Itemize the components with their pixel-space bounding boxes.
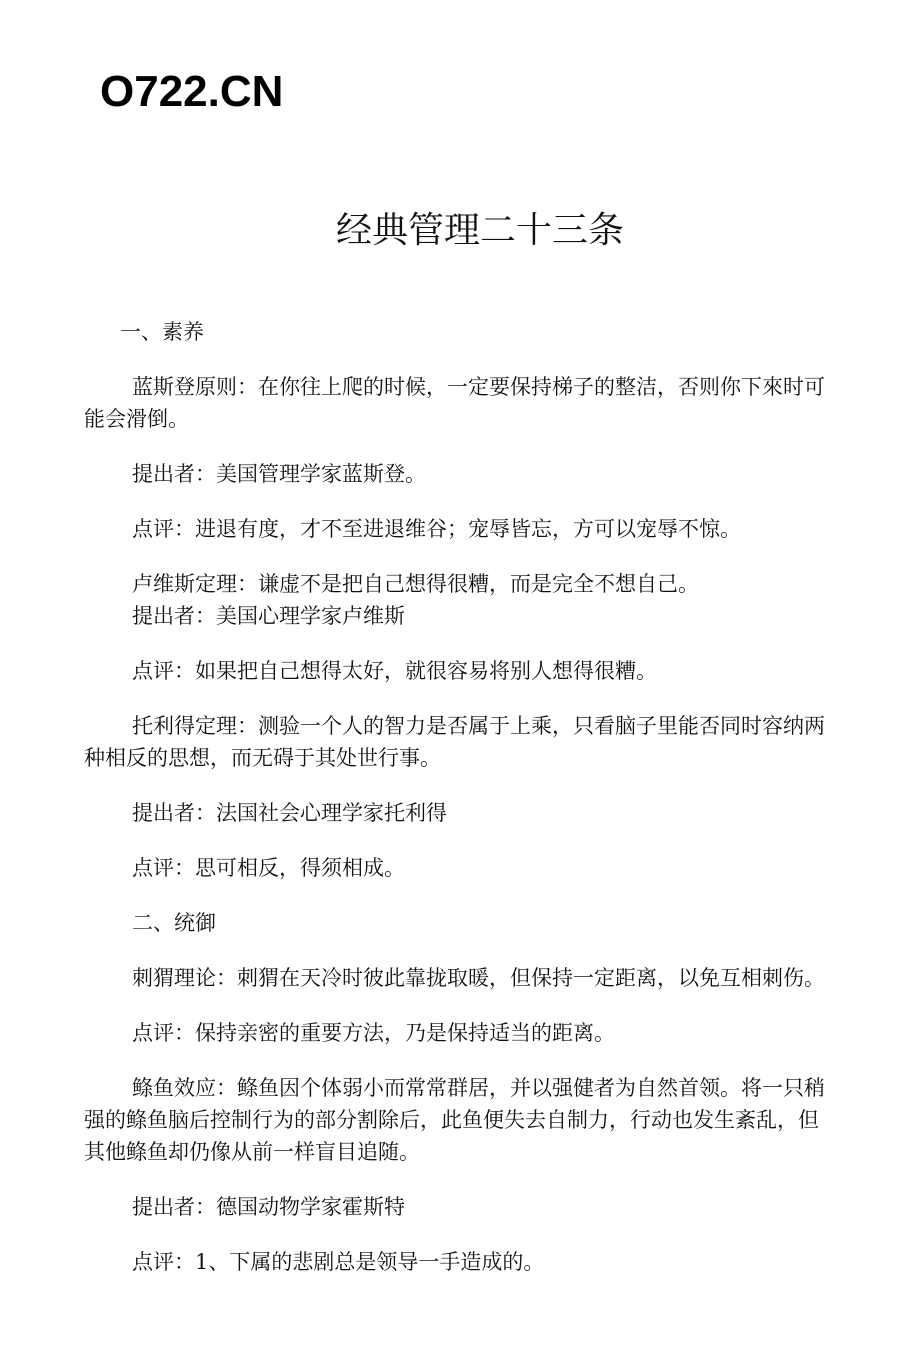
paragraph: 鲦鱼效应：鲦鱼因个体弱小而常常群居，并以强健者为自然首领。将一只稍强的鲦鱼脑后控制行为的部分割除后，此鱼便失去自制力，行动也发生紊乱，但其他鲦鱼却仍像从前一样盲目追随。	[84, 1076, 825, 1164]
paragraph: 提出者：德国动物学家霍斯特	[132, 1195, 405, 1219]
paragraph: 点评：如果把自己想得太好，就很容易将别人想得很糟。	[132, 659, 657, 683]
paragraph: 点评：保持亲密的重要方法，乃是保持适当的距离。	[132, 1021, 615, 1045]
site-logo: O722.CN	[100, 67, 284, 116]
paragraph: 点评：思可相反，得须相成。	[132, 856, 405, 880]
section-heading: 二、统御	[132, 911, 216, 935]
paragraph: 托利得定理：测验一个人的智力是否属于上乘，只看脑子里能否同时容纳两种相反的思想，而无碍于其处世行事。	[84, 714, 825, 770]
paragraph: 提出者：美国心理学家卢维斯	[132, 604, 405, 628]
paragraph: 卢维斯定理：谦虚不是把自己想得很糟，而是完全不想自己。	[132, 572, 699, 596]
paragraph: 点评：1、下属的悲剧总是领导一手造成的。	[132, 1250, 545, 1274]
document-title: 经典管理二十三条	[335, 210, 624, 251]
paragraph: 点评：进退有度，才不至进退维谷；宠辱皆忘，方可以宠辱不惊。	[132, 517, 741, 541]
paragraph: 刺猬理论：刺猬在天冷时彼此靠拢取暖，但保持一定距离，以免互相刺伤。	[132, 966, 825, 990]
paragraph: 蓝斯登原则：在你往上爬的时候，一定要保持梯子的整洁，否则你下來时可能会滑倒。	[84, 375, 825, 431]
document-body	[84, 316, 830, 1301]
paragraph: 提出者：法国社会心理学家托利得	[132, 801, 447, 825]
section-heading: 一、素养	[120, 320, 204, 344]
paragraph: 提出者：美国管理学家蓝斯登。	[132, 462, 426, 486]
